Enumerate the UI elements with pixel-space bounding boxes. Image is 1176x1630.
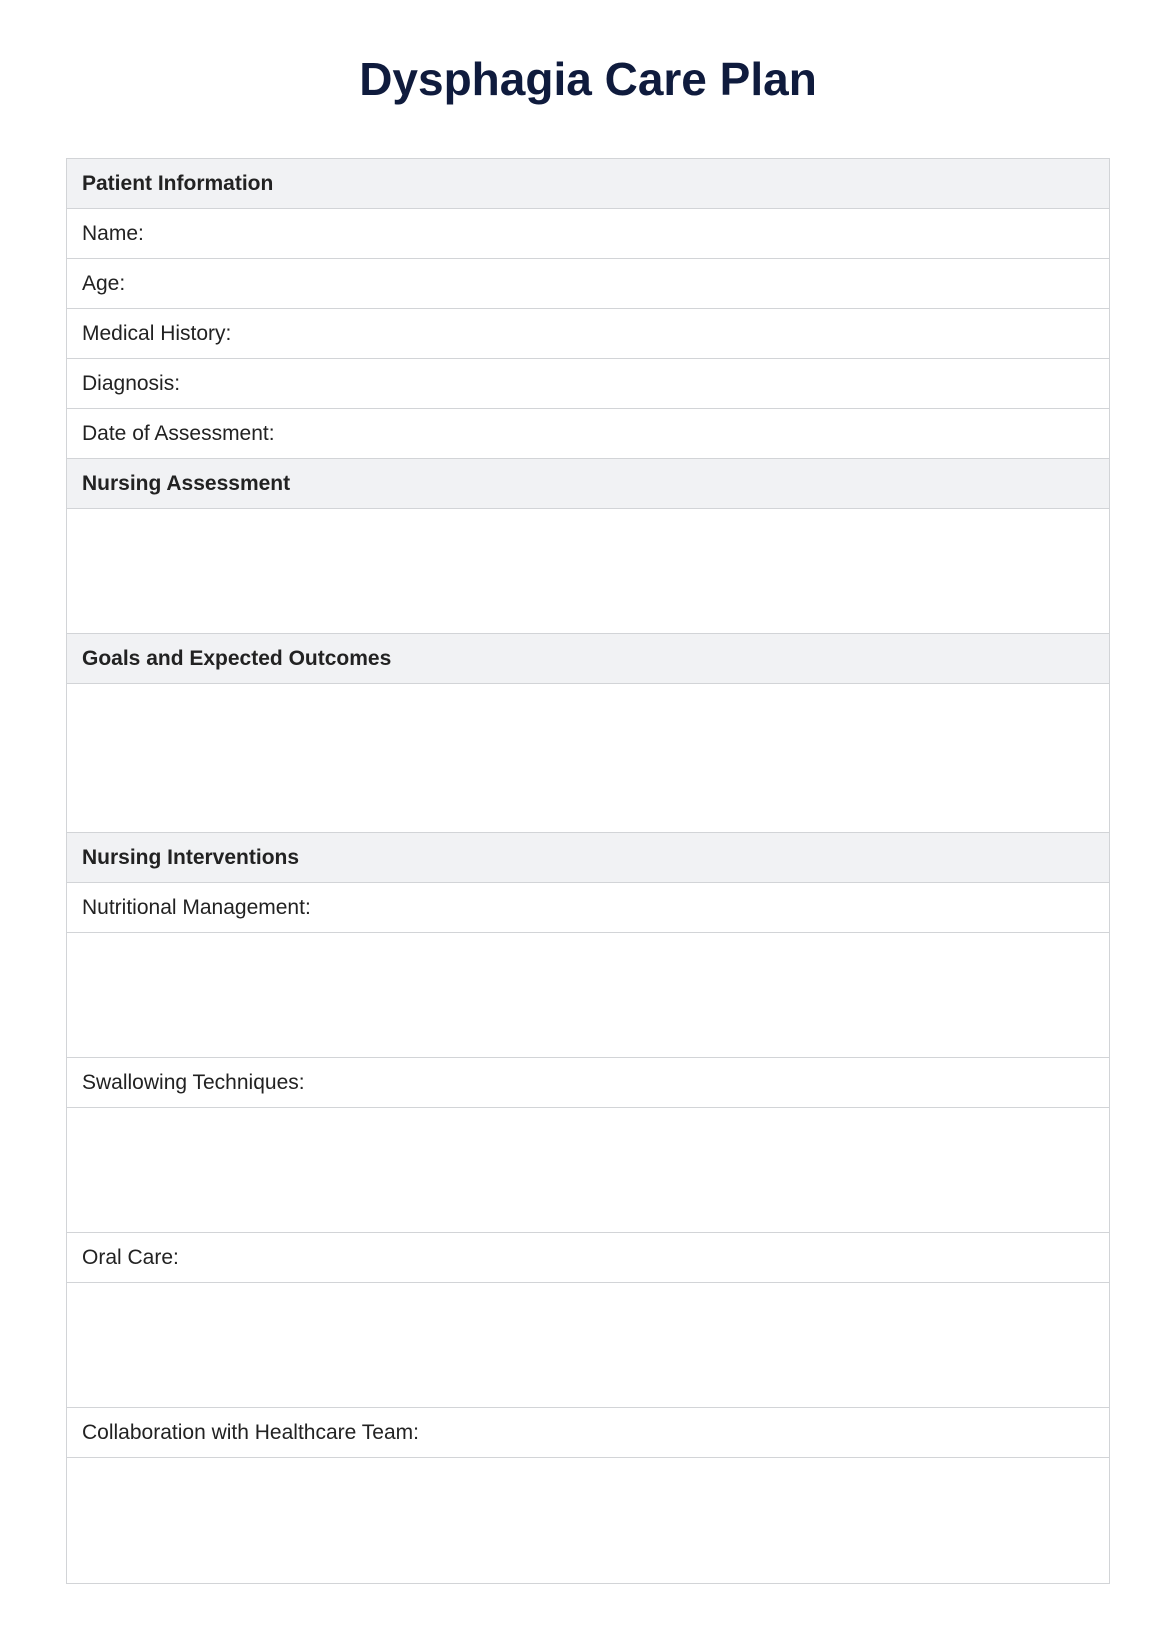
section-header-goals: Goals and Expected Outcomes <box>67 634 1109 684</box>
diagnosis-field[interactable]: Diagnosis: <box>67 359 1109 409</box>
page-title: Dysphagia Care Plan <box>359 53 817 105</box>
oral-care-label: Oral Care: <box>67 1233 1109 1283</box>
section-header-nursing-assessment: Nursing Assessment <box>67 459 1109 509</box>
care-plan-form <box>66 158 1110 1584</box>
age-field[interactable]: Age: <box>67 259 1109 309</box>
swallowing-techniques-text-area[interactable] <box>67 1108 1109 1233</box>
goals-text-area[interactable] <box>67 684 1109 833</box>
swallowing-techniques-label: Swallowing Techniques: <box>67 1058 1109 1108</box>
section-header-patient-information: Patient Information <box>67 159 1109 209</box>
nutritional-management-label: Nutritional Management: <box>67 883 1109 933</box>
name-field[interactable]: Name: <box>67 209 1109 259</box>
date-of-assessment-field[interactable]: Date of Assessment: <box>67 409 1109 459</box>
collaboration-label: Collaboration with Healthcare Team: <box>67 1408 1109 1458</box>
oral-care-text-area[interactable] <box>67 1283 1109 1408</box>
collaboration-text-area[interactable] <box>67 1458 1109 1583</box>
nursing-assessment-text-area[interactable] <box>67 509 1109 634</box>
section-header-nursing-interventions: Nursing Interventions <box>67 833 1109 883</box>
nutritional-management-text-area[interactable] <box>67 933 1109 1058</box>
medical-history-field[interactable]: Medical History: <box>67 309 1109 359</box>
